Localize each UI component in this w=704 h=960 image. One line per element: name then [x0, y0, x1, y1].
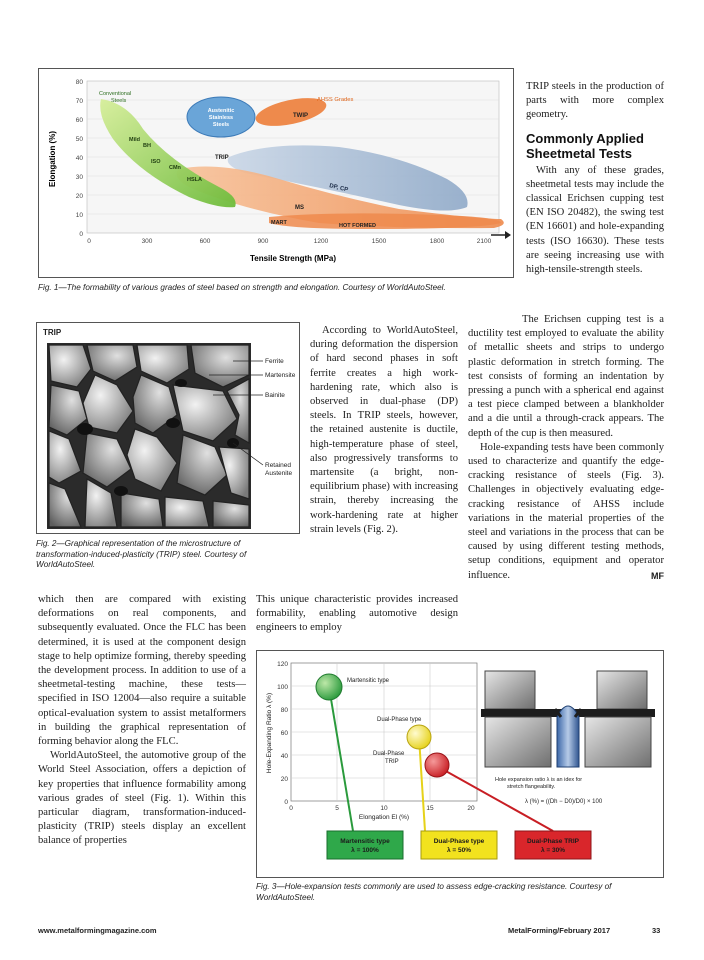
figure-3 [256, 650, 664, 878]
fig1-caption: Fig. 1—The formability of various grades of steel based on strength and elongation. Courtesy of WorldAutoSteel. [38, 283, 446, 292]
cmn-label: CMn [169, 165, 181, 171]
svg-text:Austenite: Austenite [265, 470, 293, 477]
x-tick: 1800 [429, 238, 445, 245]
middle-column [310, 324, 458, 537]
y-tick: 60 [75, 117, 83, 124]
footer-url: www.metalformingmagazine.com [38, 926, 157, 935]
austenitic-label: Austenitic [207, 108, 235, 114]
section-heading: Commonly Applied Sheetmetal Tests [526, 130, 644, 161]
svg-text:Stainless: Stainless [208, 115, 234, 121]
right-column-main [468, 313, 664, 583]
ms-label: MS [295, 205, 304, 211]
x-tick: 600 [199, 238, 211, 245]
iso-label: ISO [151, 159, 161, 165]
dual-phase-bubble-label: Dual-Phase type [377, 717, 422, 723]
box-3-value: λ = 30% [540, 847, 566, 854]
y-tick: 100 [277, 684, 288, 691]
y-tick: 0 [79, 231, 83, 238]
martensite-label: Martensite [265, 372, 296, 379]
x-tick: 5 [335, 805, 339, 812]
middle-p2: This unique characteristic provides increased formability, enabling automotive design engineers to employ [256, 594, 458, 634]
mild-label: Mild [129, 137, 140, 143]
y-tick: 40 [280, 753, 288, 760]
y-tick: 80 [75, 79, 83, 86]
box-2-label: Dual-Phase type [433, 838, 485, 845]
martensitic-bubble-label: Martensitic type [347, 678, 390, 684]
diagram-note-1: Hole expansion ratio λ is an idex for [495, 777, 583, 783]
middle-column-cont [256, 593, 458, 636]
hole-expansion-diagram [481, 671, 655, 767]
box-3-label: Dual-Phase TRIP [526, 838, 580, 845]
trip-tag: TRIP [43, 328, 62, 337]
fig2-caption: Fig. 2—Graphical representation of the microstructure of transformation-induced-plasticity (TRIP) steel. Courtesy of WorldAutoSteel. [36, 539, 247, 569]
x-tick: 15 [426, 805, 434, 812]
tests-p2: The Erichsen cupping test is a ductility test employed to evaluate the ability of metallic sheets and strips to undergo plastic deformation in stretch forming. The test consists of forming an indentation by pressing a punch with a spherical end against a test piece clamped between a blankholder and a die until a through-crack appears. The depth of the cup is then measured. [468, 314, 664, 439]
fig3-x-label: Elongation El (%) [358, 814, 410, 821]
tests-p1: With any of these grades, sheetmetal tests may include the classical Erichsen cupping test (EN ISO 20482), the swing test (EN 16601) and hole-expanding tests (ISO 16630). These tests are seeing increasing use with high-tensile-strength steels. [526, 164, 664, 276]
fig3-caption: Fig. 3—Hole-expansion tests commonly are used to assess edge-cracking resistance. Courtesy of WorldAutoSteel. [256, 882, 612, 902]
ferrite-label: Ferrite [265, 358, 284, 365]
x-tick: 1200 [313, 238, 329, 245]
dp-trip-bubble-label: Dual-Phase [373, 751, 405, 757]
hotformed-label: HOT FORMED [339, 223, 376, 229]
retained-austenite-label: Retained [265, 462, 292, 469]
x-tick: 0 [87, 238, 91, 245]
figure-2-diagram [37, 323, 301, 535]
formula: λ (%) = ((Dh − D0)/D0) × 100 [525, 799, 603, 805]
y-tick: 40 [75, 155, 83, 162]
x-tick: 10 [380, 805, 388, 812]
y-tick: 70 [75, 98, 83, 105]
x-tick: 20 [467, 805, 475, 812]
y-tick: 120 [277, 661, 288, 668]
dual-phase-bubble [407, 725, 431, 749]
y-tick: 0 [284, 799, 288, 806]
diagram-note-2: stretch flangeability. [507, 784, 556, 790]
svg-text:TRIP: TRIP [385, 759, 399, 765]
fig1-y-title: Elongation (%) [48, 131, 57, 187]
figure-1 [38, 68, 514, 278]
y-tick: 30 [75, 174, 83, 181]
conventional-label-2: Steels [111, 98, 127, 104]
ahss-label: AHSS Grades [317, 97, 354, 103]
conventional-label: Conventional [99, 91, 132, 97]
y-tick: 20 [280, 776, 288, 783]
y-tick: 20 [75, 193, 83, 200]
twip-label: TWIP [293, 113, 308, 119]
box-1-label: Martensitic type [340, 838, 390, 845]
left-p2: WorldAutoSteel, the automotive group of the World Steel Association, offers a depiction of key properties that influence formability among various grades of steel (Fig. 1). Within this particular diagram, transformation-induced-plasticity (TRIP) steels display an excellent balance of properties [38, 750, 246, 847]
right-column-top [526, 80, 664, 277]
left-p1: which then are compared with existing deformations on real components, and subsequently evaluated. Once the FLC has been determined, it is used at the component design stage to help optimize forming, thereby speeding the development process. In addition to use of a sheetmetal-testing machine, these tests—specified in ISO 12004—also require a suitable optical-evaluation system to assist metalformers in building the graphical representation of forming behavior along the FLC. [38, 594, 246, 748]
left-column [38, 593, 246, 849]
figure-3-chart [257, 651, 665, 879]
box-2-value: λ = 50% [446, 847, 472, 854]
x-tick: 300 [141, 238, 153, 245]
dpcp-label: DP, CP [328, 183, 349, 194]
mart-label: MART [271, 220, 287, 226]
bainite-label: Bainite [265, 392, 285, 399]
y-tick: 50 [75, 136, 83, 143]
right-col-intro: TRIP steels in the production of parts with more complex geometry. [526, 81, 664, 121]
martensitic-bubble [316, 674, 342, 700]
svg-text:Steels: Steels [212, 122, 230, 128]
bh-label: BH [143, 143, 151, 149]
figure-1-chart [39, 69, 515, 279]
x-tick: 900 [257, 238, 269, 245]
end-mark: MF [651, 570, 664, 581]
x-tick: 1500 [371, 238, 387, 245]
y-tick: 80 [280, 707, 288, 714]
x-tick: 2100 [476, 238, 492, 245]
fig3-y-label: Hole-Expanding Ratio λ (%) [266, 692, 273, 774]
footer-issue: MetalForming/February 2017 [508, 926, 611, 935]
fig1-x-title: Tensile Strength (MPa) [249, 254, 337, 263]
y-tick: 10 [75, 212, 83, 219]
middle-p1: According to WorldAutoSteel, during deformation the dispersion of hard second phases in soft ferrite creates a high work-hardening rate, which also is observed in dual-phase (DP) steels. In TRIP steels, however, the retained austenite is ductile, high-temperature phase of steel, also progressively transforms to martensite (a bright, non-equilibrium phase) with increasing strain, thereby increasing the work-hardening rate at higher strain levels (Fig. 2). [310, 325, 458, 535]
trip-label: TRIP [215, 155, 229, 161]
hsla-label: HSLA [187, 177, 202, 183]
x-tick: 0 [289, 805, 293, 812]
y-tick: 60 [280, 730, 288, 737]
box-1-value: λ = 100% [351, 847, 379, 854]
tests-p3: Hole-expanding tests have been commonly used to characterize and quantify the edge-cracking resistance of steels (Fig. 3). Challenges in objectively evaluating edge-cracking resistance of AHSS include variations in the material properties of the steel and variations in the process that can be caused by using different testing methods, setup conditions, equipment and operator influence. MF [468, 441, 664, 583]
result-boxes [327, 831, 591, 859]
page-number: 33 [652, 926, 661, 935]
dp-trip-bubble [425, 753, 449, 777]
figure-2 [36, 322, 300, 534]
